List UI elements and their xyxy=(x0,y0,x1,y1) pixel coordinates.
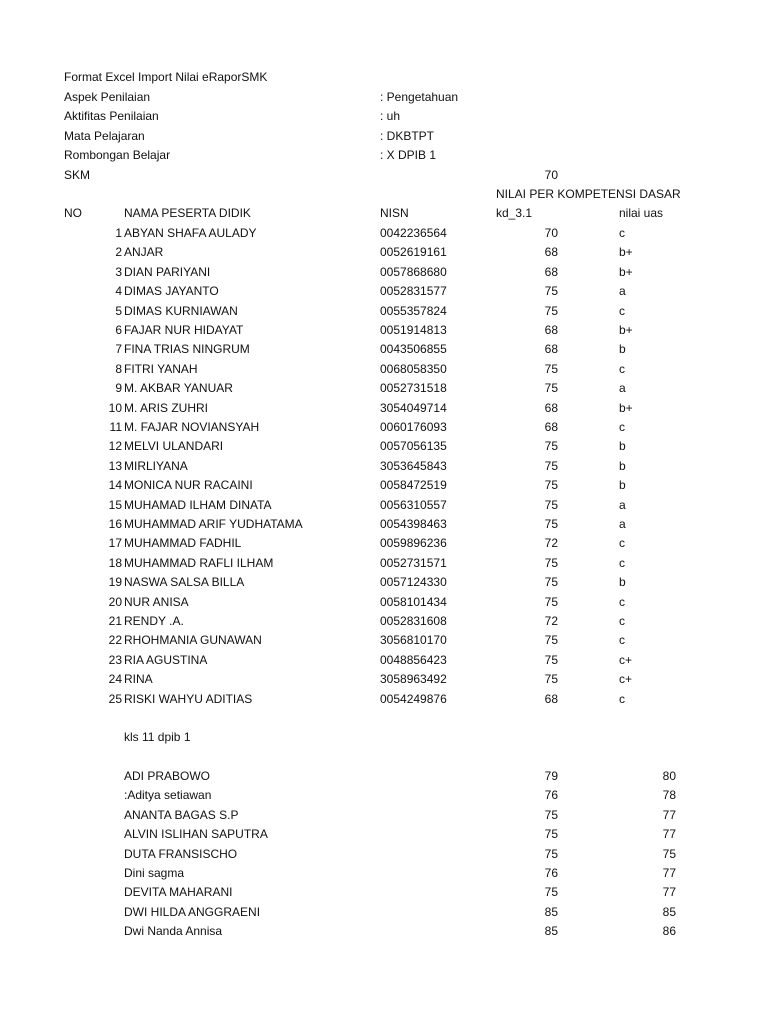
section2-title-row xyxy=(0,728,768,747)
student-score: 72 xyxy=(544,614,558,628)
field-row-mapel xyxy=(0,127,768,146)
field-row-aspek xyxy=(0,88,768,107)
student-name: ANANTA BAGAS S.P xyxy=(124,807,239,822)
field-label: Rombongan Belajar xyxy=(64,148,171,162)
student-nisn: 3054049714 xyxy=(380,400,447,415)
student-uas-grade: a xyxy=(619,381,626,396)
student-nisn: 0052831608 xyxy=(380,614,447,628)
score-1: 75 xyxy=(544,827,558,842)
student-uas-grade: c xyxy=(619,614,625,628)
student-uas-grade: a xyxy=(619,284,626,299)
student-nisn: 0052619161 xyxy=(380,245,447,260)
student-name: DIAN PARIYANI xyxy=(124,264,211,279)
col-header-uas: nilai uas xyxy=(619,206,664,220)
score-2: 77 xyxy=(662,827,676,842)
section2-title: kls 11 dpib 1 xyxy=(124,730,191,744)
student-name: MUHAMMAD FADHIL xyxy=(124,536,242,551)
student-score: 68 xyxy=(544,323,558,337)
student-name: FINA TRIAS NINGRUM xyxy=(124,342,250,357)
student-uas-grade: c xyxy=(619,633,625,648)
student-uas-grade: a xyxy=(619,497,626,512)
student-nisn: 0048856423 xyxy=(380,652,447,667)
student-name: DEVITA MAHARANI xyxy=(124,885,233,900)
student-no: 10 xyxy=(108,400,122,415)
score-1: 76 xyxy=(544,866,558,880)
title-row xyxy=(0,68,768,87)
student-name: RISKI WAHYU ADITIAS xyxy=(124,691,253,706)
student-uas-grade: b+ xyxy=(619,400,633,415)
table-row xyxy=(0,379,768,398)
skm-label: SKM xyxy=(64,168,91,182)
student-uas-grade: c xyxy=(619,303,625,318)
student-name: ANJAR xyxy=(124,245,164,260)
table-row xyxy=(0,437,768,456)
student-no: 5 xyxy=(115,303,122,318)
student-nisn: 0055357824 xyxy=(380,303,447,318)
field-value: : X DPIB 1 xyxy=(380,148,437,162)
score-1: 75 xyxy=(544,807,558,822)
student-nisn: 0052831577 xyxy=(380,284,447,299)
table-row xyxy=(0,631,768,650)
student-score: 68 xyxy=(544,420,558,434)
student-nisn: 0051914813 xyxy=(380,323,447,337)
student-name: FAJAR NUR HIDAYAT xyxy=(124,323,244,337)
skm-value: 70 xyxy=(544,168,558,182)
student-name: :Aditya setiawan xyxy=(124,788,212,803)
student-name: FITRI YANAH xyxy=(124,361,198,376)
student-score: 68 xyxy=(544,691,558,706)
student-name: Dini sagma xyxy=(124,866,185,880)
student-nisn: 0052731518 xyxy=(380,381,447,396)
student-no: 20 xyxy=(108,594,122,609)
student-name: ADI PRABOWO xyxy=(124,769,211,783)
score-1: 85 xyxy=(544,924,558,939)
table-row xyxy=(0,593,768,612)
student-no: 18 xyxy=(108,555,122,570)
table-row xyxy=(0,496,768,515)
student-uas-grade: b xyxy=(619,342,626,357)
student-name: M. FAJAR NOVIANSYAH xyxy=(124,420,260,434)
table-row xyxy=(0,554,768,573)
student-name: MUHAMAD ILHAM DINATA xyxy=(124,497,272,512)
student-score: 68 xyxy=(544,342,558,357)
student-uas-grade: b+ xyxy=(619,323,633,337)
student-no: 23 xyxy=(108,652,122,667)
student-score: 75 xyxy=(544,381,558,396)
student-name: M. ARIS ZUHRI xyxy=(124,400,209,415)
student-score: 75 xyxy=(544,594,558,609)
student-no: 2 xyxy=(115,245,122,260)
student-uas-grade: b+ xyxy=(619,264,633,279)
table-row xyxy=(0,651,768,670)
skm-row xyxy=(0,166,768,185)
student-uas-grade: b+ xyxy=(619,245,633,260)
field-row-rombel xyxy=(0,146,768,165)
col-header-no: NO xyxy=(64,206,82,220)
table-row xyxy=(0,243,768,262)
student-name: RHOHMANIA GUNAWAN xyxy=(124,633,262,648)
student-name: DIMAS JAYANTO xyxy=(124,284,219,299)
table-row xyxy=(0,224,768,243)
table-row xyxy=(0,399,768,418)
col-header-nisn: NISN xyxy=(380,206,409,220)
student-score: 68 xyxy=(544,264,558,279)
table-row xyxy=(0,670,768,689)
student-name: MELVI ULANDARI xyxy=(124,439,224,454)
student-score: 68 xyxy=(544,400,558,415)
student-no: 24 xyxy=(108,672,122,687)
student-nisn: 0052731571 xyxy=(380,555,447,570)
student-uas-grade: c xyxy=(619,536,625,551)
score-1: 75 xyxy=(544,846,558,861)
student-no: 6 xyxy=(115,323,122,337)
student-no: 21 xyxy=(108,614,122,628)
table-row xyxy=(0,321,768,340)
student-nisn: 0054398463 xyxy=(380,517,447,531)
student-uas-grade: c xyxy=(619,420,625,434)
score-1: 75 xyxy=(544,885,558,900)
student-score: 75 xyxy=(544,517,558,531)
student-score: 75 xyxy=(544,672,558,687)
student-uas-grade: b xyxy=(619,575,626,590)
score-2: 77 xyxy=(662,885,676,900)
student-nisn: 0042236564 xyxy=(380,226,447,240)
student-name: DWI HILDA ANGGRAENI xyxy=(124,904,261,919)
student-nisn: 0059896236 xyxy=(380,536,447,551)
table-row xyxy=(0,340,768,359)
student-uas-grade: c+ xyxy=(619,672,633,687)
list-item xyxy=(0,786,768,805)
table-row xyxy=(0,360,768,379)
student-uas-grade: b xyxy=(619,478,626,493)
student-no: 11 xyxy=(109,420,122,434)
student-score: 75 xyxy=(544,458,558,473)
field-label: Aktifitas Penilaian xyxy=(64,109,159,123)
student-no: 3 xyxy=(115,264,122,279)
student-name: RINA xyxy=(124,672,153,687)
student-score: 75 xyxy=(544,303,558,318)
student-name: ALVIN ISLIHAN SAPUTRA xyxy=(124,827,268,842)
student-no: 17 xyxy=(108,536,122,551)
student-uas-grade: c xyxy=(619,555,625,570)
list-item xyxy=(0,806,768,825)
student-name: NASWA SALSA BILLA xyxy=(124,575,245,590)
student-uas-grade: c xyxy=(619,361,625,376)
student-uas-grade: c+ xyxy=(619,652,633,667)
score-2: 75 xyxy=(662,846,676,861)
list-item xyxy=(0,864,768,883)
student-uas-grade: c xyxy=(619,226,625,240)
list-item xyxy=(0,903,768,922)
table-row xyxy=(0,690,768,709)
student-no: 14 xyxy=(108,478,122,493)
field-value: : Pengetahuan xyxy=(380,90,459,104)
score-1: 85 xyxy=(544,904,558,919)
table-row xyxy=(0,476,768,495)
student-nisn: 3053645843 xyxy=(380,458,447,473)
list-item xyxy=(0,825,768,844)
field-value: : DKBTPT xyxy=(380,129,435,143)
score-2: 85 xyxy=(662,904,676,919)
student-score: 72 xyxy=(544,536,558,551)
field-row-aktifitas xyxy=(0,107,768,126)
student-nisn: 0057868680 xyxy=(380,264,447,279)
student-no: 19 xyxy=(108,575,122,590)
col-header-kd: kd_3.1 xyxy=(496,206,533,220)
student-score: 75 xyxy=(544,361,558,376)
student-name: NUR ANISA xyxy=(124,594,189,609)
student-no: 4 xyxy=(115,284,122,299)
student-nisn: 3058963492 xyxy=(380,672,447,687)
student-no: 1 xyxy=(115,226,122,240)
student-no: 15 xyxy=(108,497,122,512)
column-header-row xyxy=(0,204,768,223)
score-1: 79 xyxy=(544,769,558,783)
competency-group-heading: NILAI PER KOMPETENSI DASAR xyxy=(496,187,681,201)
col-header-name: NAMA PESERTA DIDIK xyxy=(124,206,251,220)
student-name: MUHAMMAD RAFLI ILHAM xyxy=(124,555,274,570)
student-score: 75 xyxy=(544,439,558,454)
student-name: Dwi Nanda Annisa xyxy=(124,924,223,939)
student-name: MONICA NUR RACAINI xyxy=(124,478,253,493)
student-score: 75 xyxy=(544,478,558,493)
student-uas-grade: c xyxy=(619,691,625,706)
student-nisn: 0057056135 xyxy=(380,439,447,454)
score-2: 78 xyxy=(662,788,676,803)
student-nisn: 0056310557 xyxy=(380,497,447,512)
student-score: 75 xyxy=(544,633,558,648)
student-name: RIA AGUSTINA xyxy=(124,652,208,667)
student-nisn: 0058472519 xyxy=(380,478,447,493)
student-nisn: 0057124330 xyxy=(380,575,447,590)
student-score: 75 xyxy=(544,284,558,299)
field-label: Mata Pelajaran xyxy=(64,129,145,143)
student-name: ABYAN SHAFA AULADY xyxy=(124,226,257,240)
student-name: DUTA FRANSISCHO xyxy=(124,846,238,861)
table-row xyxy=(0,418,768,437)
student-nisn: 0060176093 xyxy=(380,420,447,434)
score-2: 80 xyxy=(662,769,676,783)
table-row xyxy=(0,534,768,553)
table-row xyxy=(0,573,768,592)
table-row xyxy=(0,457,768,476)
student-score: 68 xyxy=(544,245,558,260)
score-2: 86 xyxy=(662,924,676,939)
field-label: Aspek Penilaian xyxy=(64,90,151,104)
score-2: 77 xyxy=(662,866,676,880)
student-uas-grade: b xyxy=(619,439,626,454)
table-row xyxy=(0,302,768,321)
student-name: M. AKBAR YANUAR xyxy=(124,381,233,396)
student-score: 70 xyxy=(544,226,558,240)
student-nisn: 3056810170 xyxy=(380,633,447,648)
student-score: 75 xyxy=(544,497,558,512)
student-no: 8 xyxy=(115,361,122,376)
student-no: 9 xyxy=(115,381,122,396)
score-1: 76 xyxy=(544,788,558,803)
list-item xyxy=(0,883,768,902)
table-row xyxy=(0,515,768,534)
table-row xyxy=(0,612,768,631)
student-uas-grade: c xyxy=(619,594,625,609)
table-row xyxy=(0,263,768,282)
student-no: 16 xyxy=(108,517,122,531)
document-title: Format Excel Import Nilai eRaporSMK xyxy=(64,70,268,84)
list-item xyxy=(0,767,768,786)
student-no: 25 xyxy=(108,691,122,706)
student-score: 75 xyxy=(544,575,558,590)
student-score: 75 xyxy=(544,652,558,667)
student-nisn: 0054249876 xyxy=(380,691,447,706)
student-no: 13 xyxy=(108,458,122,473)
group-heading-row xyxy=(0,185,768,204)
table-row xyxy=(0,282,768,301)
student-no: 22 xyxy=(108,633,122,648)
student-uas-grade: a xyxy=(619,517,626,531)
student-nisn: 0068058350 xyxy=(380,361,447,376)
student-nisn: 0058101434 xyxy=(380,594,447,609)
field-value: : uh xyxy=(380,109,401,123)
list-item xyxy=(0,845,768,864)
student-nisn: 0043506855 xyxy=(380,342,447,357)
student-name: MIRLIYANA xyxy=(124,458,188,473)
student-name: MUHAMMAD ARIF YUDHATAMA xyxy=(124,517,303,531)
student-no: 12 xyxy=(108,439,122,454)
student-name: RENDY .A. xyxy=(124,614,184,628)
score-2: 77 xyxy=(662,807,676,822)
student-score: 75 xyxy=(544,555,558,570)
list-item xyxy=(0,922,768,941)
student-name: DIMAS KURNIAWAN xyxy=(124,303,238,318)
student-no: 7 xyxy=(115,342,122,357)
student-uas-grade: b xyxy=(619,458,626,473)
